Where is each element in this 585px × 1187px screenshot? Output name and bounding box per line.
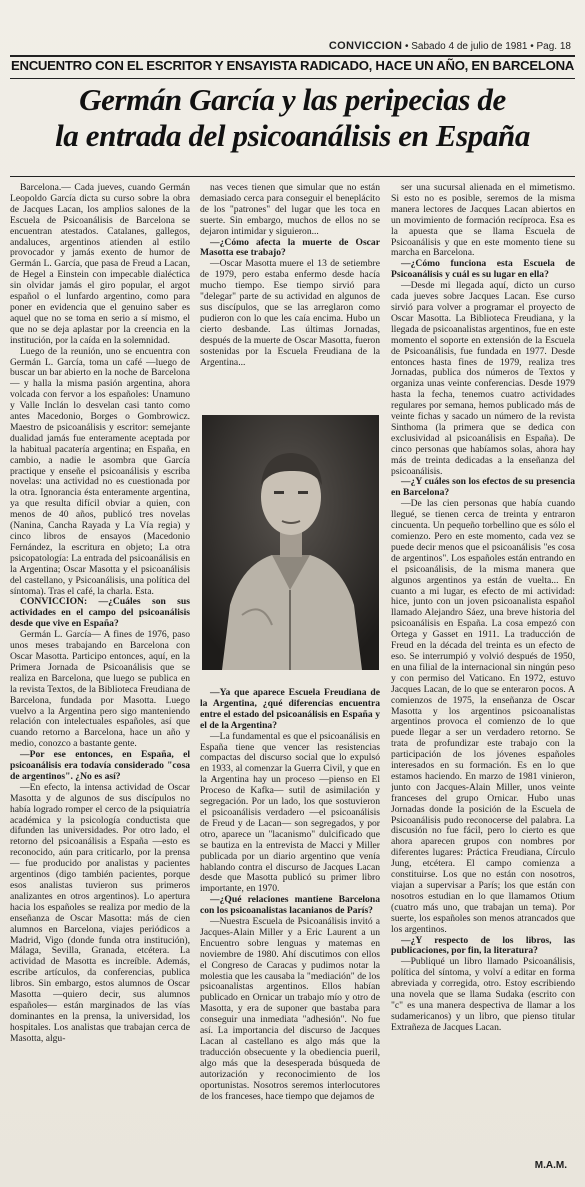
- paragraph: Germán L. García— A fines de 1976, paso unos meses trabajando en Barcelona con Oscar Masotta. Participo entonces, aquí, en la Primera Jornada de Psicoanálisis que se realiza en Barcelona, que luego se publica en la revista Textos, de la Biblioteca Freudiana de Barcelona, fundada por Masotta. Luego vuelvo a la Argentina pero sigo manteniendo relación con intelectuales españoles, así que cuando retorno a Barcelona, hace un año y medio, conozco a bastante gente.: [10, 629, 190, 750]
- question: —¿Y respecto de los libros, las publicaciones, por fin, la literatura?: [391, 934, 575, 957]
- question: —¿Qué relaciones mantiene Barcelona con los psicoanalistas lacanianos de París?: [200, 894, 380, 917]
- headline-line-2: la entrada del psicoanálisis en España: [55, 118, 530, 153]
- headline-rule: [10, 176, 575, 177]
- question: —¿Y cuáles son los efectos de su presencia en Barcelona?: [391, 476, 575, 499]
- paragraph: —Desde mi llegada aquí, dicto un curso cada jueves sobre Jacques Lacan. Ese curso sirvió para volver a programar el proyecto de Oscar Masotta. La Biblioteca Freudiana, y la llegada de psicoanalistas argentinos, fue en este momento el soporte en extensión de la Escuela de Psicoanálisis, fue fundada en 1977. Desde entonces hasta fines de 1979, realiza tres Jornadas, publica dos números de Textos y organiza unas veinte conferencias. Desde 1979 hasta la fecha, tenemos cuatro actividades regulares por semana, hemos publicado más de veinte fichas y sacado un número de la revista Sinthoma (la primera que se dedica con exclusividad al psicoanálisis en España). De cinco personas que habíamos solas, ahora hay más de treinta dedicadas a la enseñanza del psicoanálisis.: [391, 280, 575, 477]
- masthead: [211, 40, 571, 52]
- paragraph: —Oscar Masotta muere el 13 de setiembre de 1979, pero estaba enfermo desde hacía mucho tiempo. Ese tiempo sirvió para "delegar" parte de su actividad en algunos de sus discípulos, que se las arreglaron como pudieron con lo que les caía encima. Hubo un cierto desbande. Las últimas Jornadas, después de la muerte de Oscar Masotta, fueron sostenidas por la Escuela Freudiana de la Argentina...: [200, 258, 380, 368]
- paragraph: —En efecto, la intensa actividad de Oscar Masotta y de algunos de sus discípulos no había logrado romper el cerco de la psiquiatría académica y la psicología conductista que difunden las universidades. Por otro lado, el retorno del psicoanálisis a España —esto es reconocido, aún para criticarlo, por la prensa— fue producido por analistas y pacientes argentinos (digo también pacientes, porque esos analistas tuvieron sus primeros analizantes en otros argentinos). Lo apertura hacia los españoles se realiza por medio de la enseñanza de Oscar Masotta: más de cien alumnos en Barcelona, viajes periódicos a Madrid, Vigo (donde funda otra institución), Málaga, Sevilla, Granada, etcétera. La actividad de Masotta es increíble. Además, escribe artículos, da conferencias, publica libros. Sin embargo, estos alumnos de Oscar Masotta —quiero decir, sus alumnos españoles— están marginados de las vías dominantes en la prensa, la universidad, los hospitales. Los analistas que trabajan cerca de Masotta, algu-: [10, 781, 190, 1044]
- question: —¿Cómo afecta la muerte de Oscar Masotta ese trabajo?: [200, 236, 380, 259]
- paragraph: ser una sucursal alienada en el mimetismo. Si esto no es posible, seremos de la misma manera lectores de Jacques Lacan abiertos en un movimiento de formación recíproca. Esa es la apuesta que se llama Escuela de Psicoanálisis y que en este momento tiene su marcha en Barcelona.: [391, 183, 575, 259]
- headline-line-1: Germán García y las peripecias de: [79, 82, 506, 117]
- question: —¿Cómo funciona esta Escuela de Psicoanálisis y cuál es su lugar en ella?: [391, 258, 575, 281]
- article-column-2-top: [200, 183, 380, 388]
- top-rule: [10, 55, 575, 57]
- paragraph: —Publiqué un libro llamado Psicoanálisis, política del síntoma, y volví a editar en forma abreviada y corregida, otro. Estoy escribiendo una novela que se llama Sudaka (escrito con "c" es una manera despectiva de llamar a los sudamericanos) y un libro, que pienso titular Extrañeza de Jacques Lacan.: [391, 956, 575, 1033]
- headline: [10, 82, 575, 154]
- article-column-2-bottom: [200, 688, 380, 1178]
- article-column-1: [10, 183, 190, 1173]
- question: —Ya que aparece Escuela Freudiana de la Argentina, ¿qué diferencias encuentra entre el estado del psicoanálisis en España y el de la Argentina?: [200, 688, 380, 731]
- portrait-photo: [202, 415, 379, 670]
- author-signature: M.A.M.: [534, 1160, 567, 1171]
- paragraph: nas veces tienen que simular que no están demasiado cerca para conseguir el beneplácito de los "patrones" del lugar que les toca en suerte. Sin embargo, muchos de ellos no se dejaron intimidar y siguieron...: [200, 183, 380, 237]
- paragraph: Luego de la reunión, uno se encuentra con Germán L. García, toma un café —luego de buscar un bar abierto en la noche de Barcelona— y halla la misma pasión argentina, ahora volcada con fervor a los españoles: Unamuno y Valle Inclán lo desvelan casi tanto como antes Macedonio, Borges o Gombrowicz. Maestro de psicoanálisis y escritor: semejante dualidad jamás fue enteramente aceptada por la habitual pacatería argentina; en España, en cambio, a nadie le asombra que García practique y enseñe el psicoanálisis y escriba novelas: una actividad no es cuestionada por la otra. Ignorancia ésta enteramente argentina, ya que resulta difícil obviar a quien, con menos de 40 años, publicó tres novelas (Nanina, Cancha Rayada y La Vía regia) y cinco libros de ensayos (Macedonio Fernández, la escritura en objeto; La otra psicopatología: La entrada del psicoanálisis en la Argentina; Oscar Masotta y el psicoanálisis del castellano, y Psicoanálisis, una política del síntoma). Tras el café, la charla. Esta.: [10, 345, 190, 597]
- paragraph: —De las cien personas que había cuando llegué, se tienen cerca de treinta y entraron cincuenta. Un pequeño torbellino que es sólo el comienzo. Pero en este momento, cada vez se puede decir menos que el psicoanálisis "es cosa de argentinos". Los españoles están entrando en el psicoanálisis, de la misma manera que algunos argentinos ya están de vuelta... En cuanto a mi lugar, es efecto de mi actividad: hice, junto con un joven psicoanalista español llamado Alejandro Sáez, una breve historia del psicoanálisis en España. La cosa empezó con Ortega y Gasset en 1911. La traducción de Freud en la década del treinta es un efecto de eso. Se interrumpió y volvió después de 1950, en una filial de la internacional sin ningún peso y con permiso del Vaticano. En 1972, estuvo Jacques Lacan, de lo que se enteraron pocos. A comienzos de 1975, la enseñanza de Oscar Masotta y los argentinos psicoanalistas argentinos provoca el comienzo de lo que puede llegar a ser un verdadero retorno. Se trata de profundizar este trabajo con la participación de los jóvenes españoles interesados en su formación. Es en lo que estamos haciendo. En marzo de 1981 vinieron, junto con Jacques-Alain Miller, unos veinte franceses del grupo Ornicar. Hubo unas Jornadas donde la posición de la Escuela de Psicoanálisis pudo reconocerse del palabra. La discusión no fue fácil, pero lo cierto es que ahora aparecen grupos con nombres por diferentes lugares: Práctica Freudiana, Círculo Jung, etcétera. El campo comienza a constituirse. Los que no están con nosotros, viajan a supervisar a París; los que están con nosotros estudian en lo que llamamos Otium (cuatro más uno, que trabajan un tema). Por suerte, los españoles son menos atrancados que los argentinos.: [391, 498, 575, 935]
- date-page: • Sabado 4 de julio de 1981 • Pag. 18: [404, 41, 571, 52]
- question: CONVICCION: —¿Cuáles son sus actividades en el campo del psicoanálisis desde que vive en España?: [10, 596, 190, 630]
- portrait-figure: [202, 415, 379, 670]
- newspaper-name: CONVICCION: [328, 40, 403, 52]
- question: —Por ese entonces, en España, el psicoanálisis era todavía considerado "cosa de argentinos". ¿No es así?: [10, 749, 190, 782]
- paragraph: —Nuestra Escuela de Psicoanálisis invitó a Jacques-Alain Miller y a Eric Laurent a un Encuentro sobre lenguas y matemas en noviembre de 1980. Ahí discutimos con ellos el Congreso de Caracas y pudimos notar la molestia que les causaba la "mediación" de los psicoanalistas argentinos. Ellos habían publicado en Ornicar un trabajo mío y otro de Masotta, y era de suponer que bastaba para conseguir una inmediata "adhesión". No fue así. La importancia del discurso de Jacques Lacan al castellano es algo más que la traducción obsecuente y la obediencia pueril, algo más que la desesperada búsqueda de autorización y reconocimiento de los oportunistas. Nosotros seremos interlocutores de los franceses, hace tiempo que dejamos de: [200, 916, 380, 1102]
- paragraph: Barcelona.— Cada jueves, cuando Germán Leopoldo García dicta su curso sobre la obra de Jacques Lacan, los amplios salones de la Escuela de Psicoanálisis de Barcelona se encuentran atestados. Catalanes, gallegos, andaluces, argentinos atienden al estilo provocador y jamás exento de humor de Germán L. García, que pasa de Freud a Lacan, de Hegel a Einstein con impecable dialéctica sin olvidar jamás el giro popular, el argot español o el lunfardo argentino, como para poner en evidencia que el genuino saber es aquel que no se toma en serio a sí mismo, el que no se deja aplastar por la creencia en la institución, por la caída en la solemnidad.: [10, 183, 190, 346]
- article-column-3: [391, 183, 575, 1173]
- kicker-rule: [10, 78, 575, 79]
- paragraph: —La fundamental es que el psicoanálisis en España tiene que vencer las resistencias compactas del discurso social que lo expulsó en 1933, al comenzar la Guerra Civil, y que en la Argentina hay un proceso —pienso en El Proceso de Kafka— sutil de asimilación y segregación. Por un lado, los que sostuvieron el psicoanálisis verdadero —el psicoanálisis de Freud y de Lacan— son segregados, y por otro, aparece un "lacanismo" dulcificado que se bautiza en la entrevista de Macci y Miller publicada por un diario argentino que venía hablando contra el discurso de Jacques Lacan desde que Masotta publicó su primer libro importante, en 1970.: [200, 730, 380, 895]
- kicker: ENCUENTRO CON EL ESCRITOR Y ENSAYISTA RADICADO, HACE UN AÑO, EN BARCELONA: [10, 58, 575, 73]
